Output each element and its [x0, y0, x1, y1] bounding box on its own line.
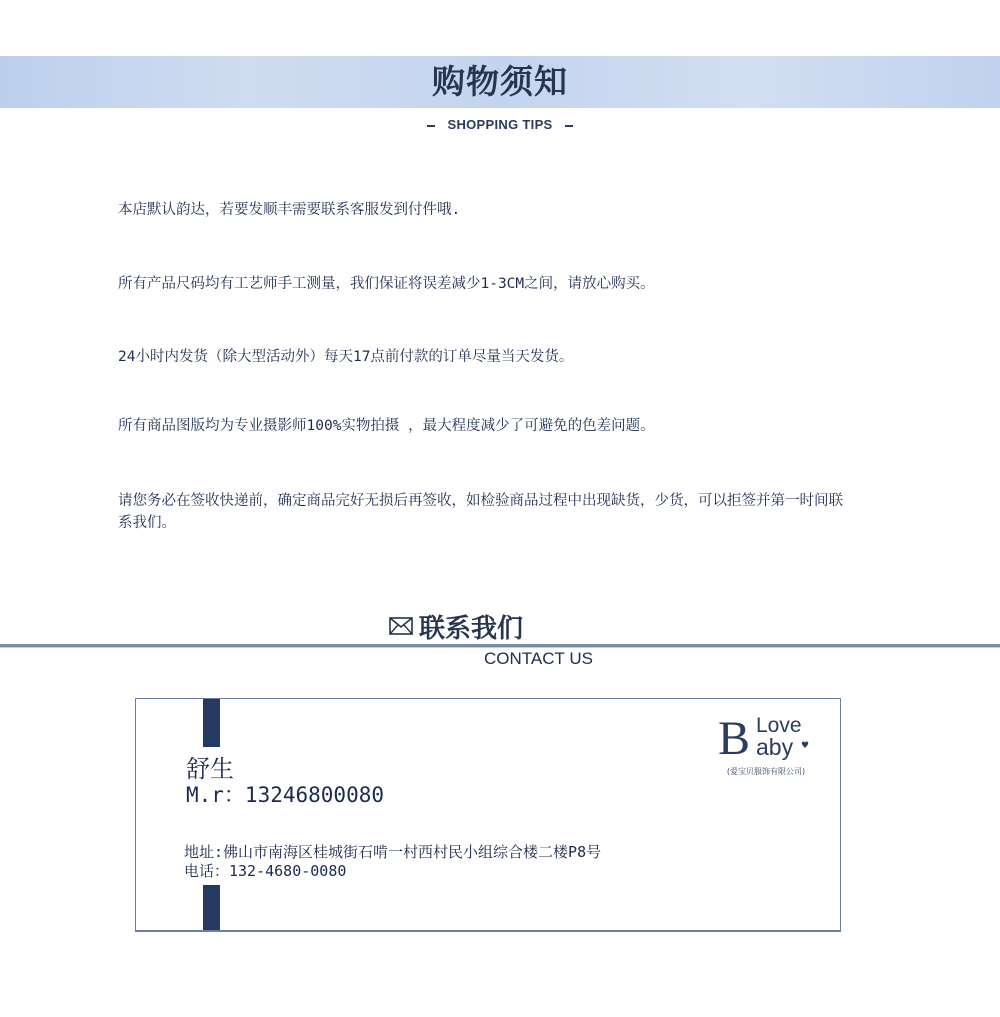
card-name: 舒生 — [186, 755, 234, 783]
heart-icon: ♥ — [801, 741, 810, 751]
contact-subtitle: CONTACT US — [484, 649, 593, 668]
page-subtitle — [0, 117, 1000, 132]
contact-divider-shadow — [0, 647, 1000, 648]
card-accent-bar-top — [203, 699, 220, 747]
subtitle-text: SHOPPING TIPS — [447, 117, 553, 132]
logo-aby: aby — [756, 734, 794, 760]
tip-photos: 所有商品图版均为专业摄影师100%实物拍摄 ，最大程度减少了可避免的色差问题。 — [118, 418, 655, 434]
card-address: 地址:佛山市南海区桂城街石啃一村西村民小组综合楼二楼P8号 — [184, 843, 602, 861]
dash-left — [427, 125, 435, 127]
card-telephone: 电话：132-4680-0080 — [184, 862, 347, 880]
envelope-icon — [389, 617, 413, 635]
logo-love: Love — [756, 714, 802, 737]
contact-title: 联系我们 — [419, 613, 524, 644]
love-baby-logo — [706, 711, 826, 781]
card-accent-bar-bottom — [203, 885, 220, 930]
tip-sizing: 所有产品尺码均有工艺师手工测量，我们保证将误差减少1-3CM之间，请放心购买。 — [118, 276, 655, 292]
card-mobile: M.r：13246800080 — [186, 783, 385, 807]
tip-delivery-time: 24小时内发货（除大型活动外）每天17点前付款的订单尽量当天发货。 — [118, 349, 574, 365]
business-card — [135, 698, 841, 932]
tip-shipping: 本店默认韵达，若要发顺丰需要联系客服发到付件哦. — [118, 202, 461, 218]
contact-header — [389, 608, 523, 644]
page-title: 购物须知 — [432, 62, 568, 101]
logo-letter-b: B — [718, 712, 751, 765]
tip-signing: 请您务必在签收快递前，确定商品完好无损后再签收，如检验商品过程中出现缺货，少货，可以拒签并第一时间联系我们。 — [118, 493, 843, 531]
dash-right — [565, 125, 573, 127]
logo-company: (爱宝贝服饰有限公司) — [726, 767, 806, 776]
header-banner — [0, 56, 1000, 108]
